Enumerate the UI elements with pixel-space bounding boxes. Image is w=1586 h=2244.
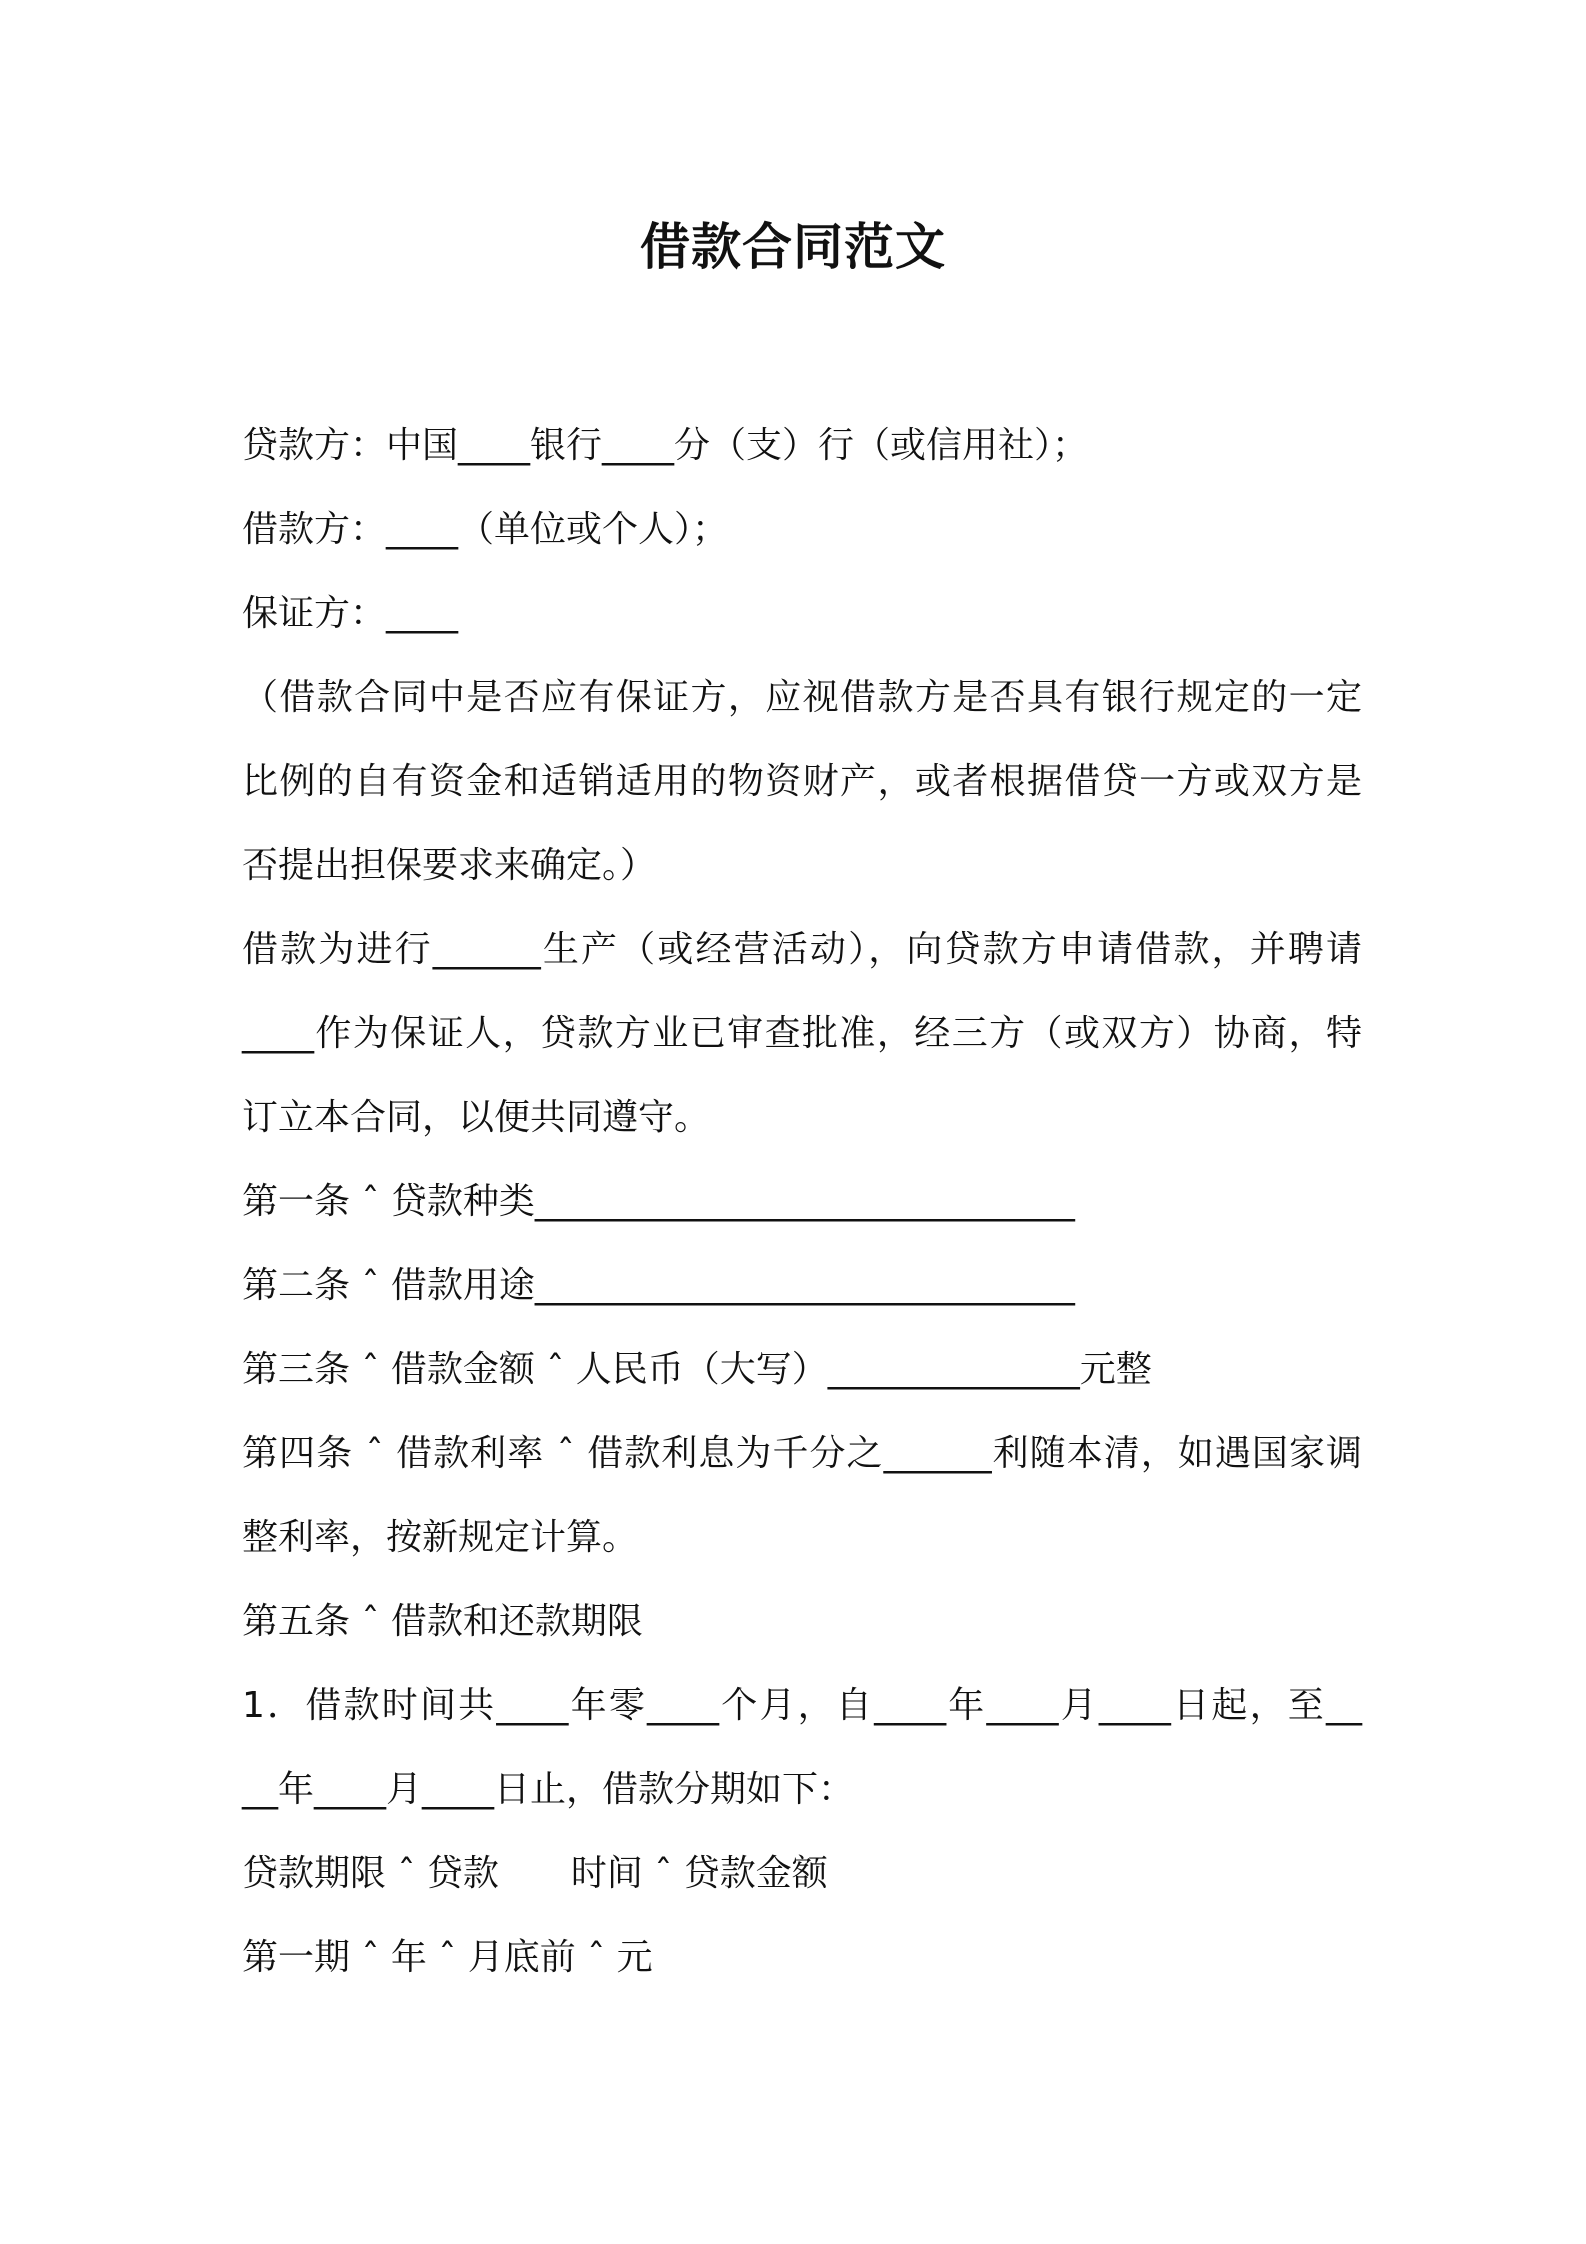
article-4-line-2: 整利率，按新规定计算。 [242, 1517, 639, 1558]
note-line-3: 否提出担保要求来确定。） [242, 845, 657, 886]
borrower-line: 借款方：____（单位或个人）； [242, 509, 729, 550]
preamble-line-1: 借款为进行______生产（或经营活动），向贷款方申请借款，并聘请 [242, 929, 1362, 970]
preamble-line-2: ____作为保证人，贷款方业已审查批准，经三方（或双方）协商，特 [242, 1013, 1362, 1054]
article-3-line: 第三条 ˆ 借款金额 ˆ 人民币（大写）______________元整 [242, 1349, 1152, 1390]
article-5-heading: 第五条 ˆ 借款和还款期限 [242, 1601, 643, 1642]
document-body [242, 404, 1362, 2000]
article-2-line: 第二条 ˆ 借款用途______________________________ [242, 1265, 1075, 1306]
term-line-2: __年____月____日止，借款分期如下： [242, 1769, 855, 1810]
term-line-1: 1．借款时间共____年零____个月，自____年____月____日起，至__ [242, 1685, 1362, 1726]
note-line-1: （借款合同中是否应有保证方，应视借款方是否具有银行规定的一定 [242, 677, 1362, 718]
document-title: 借款合同范文 [640, 218, 946, 276]
article-4-line-1: 第四条 ˆ 借款利率 ˆ 借款利息为千分之______利随本清，如遇国家调 [242, 1433, 1362, 1474]
note-line-2: 比例的自有资金和适销适用的物资财产，或者根据借贷一方或双方是 [242, 761, 1362, 802]
lender-line: 贷款方：中国____银行____分（支）行（或信用社）； [242, 425, 1089, 466]
schedule-header-line: 贷款期限 ˆ 贷款 时间 ˆ 贷款金额 [242, 1853, 828, 1894]
preamble-line-3: 订立本合同，以便共同遵守。 [242, 1097, 711, 1138]
guarantor-line: 保证方：____ [242, 593, 459, 634]
article-1-line: 第一条 ˆ 贷款种类______________________________ [242, 1181, 1075, 1222]
schedule-row-1: 第一期 ˆ 年 ˆ 月底前 ˆ 元 [242, 1937, 653, 1978]
